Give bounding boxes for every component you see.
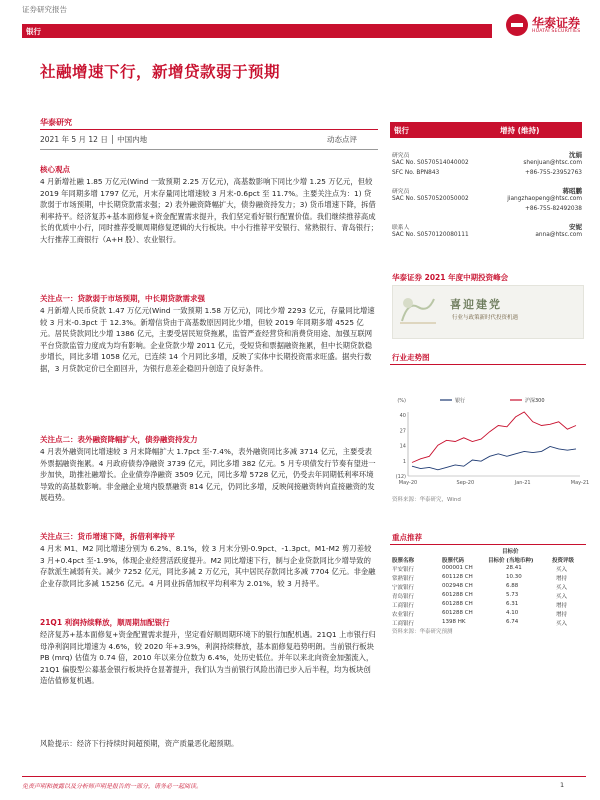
analyst-sac: SAC No. S0570520050002 bbox=[392, 196, 469, 202]
org-name: 华泰研究 bbox=[40, 118, 72, 127]
logo-en: HUATAI SECURITIES bbox=[532, 29, 581, 34]
risk-note: 风险提示：经济下行持续时间超预期，资产质量恶化超预期。 bbox=[40, 739, 239, 748]
y-tick-label: 40 bbox=[399, 413, 406, 420]
report-meta: 2021 年 5 月 12 日 │ 中国内地 bbox=[40, 135, 148, 144]
analyst-name: 蒋昭鹏 bbox=[562, 187, 582, 195]
col-header: 目标价 (当地币种) bbox=[488, 558, 534, 564]
doc-type: 动态点评 bbox=[327, 135, 357, 144]
x-tick-label: Sep-20 bbox=[456, 480, 475, 486]
col-header: 投资评级 bbox=[552, 558, 575, 564]
point4-heading: 21Q1 利润持续释放，顺周期加配银行 bbox=[40, 618, 170, 627]
table-cell: 002948 CH bbox=[442, 583, 473, 589]
picks-divider bbox=[390, 544, 586, 545]
y-tick-label: 27 bbox=[399, 428, 406, 435]
point4-paragraph: 经济复苏+基本面修复+资金配置需求提升，坚定看好顺周期环境下的银行加配机遇。21Q1 上市银行归母净利润同比增速为 4.6%，较 2020 年+3.9%，利润持续释放，基本面修复趋势明朗。当前银行板块 PB (mrq) 估值为 0.74 倍，2010 年以来分位数为 6.4%，处历史低位。并年以来北向资金加强流入，21Q1 偏股型公募基金银行板块持仓显著提升，我们认为当前银行风险出清已步入后半程，均为板块创造估值修复机遇。 bbox=[40, 630, 376, 685]
table-cell: 农业银行 bbox=[392, 612, 415, 618]
analyst-name: 沈娟 bbox=[569, 151, 582, 159]
table-cell: 601288 CH bbox=[442, 601, 473, 607]
col-header-top: 目标价 bbox=[502, 549, 519, 555]
x-tick-label: May-20 bbox=[398, 480, 418, 486]
analyst-role: 联系人 bbox=[392, 225, 410, 231]
chart-section-title: 行业走势图 bbox=[392, 353, 430, 362]
table-cell: 000001 CH bbox=[442, 565, 473, 571]
analyst-phone: +86-755-23952763 bbox=[525, 170, 582, 176]
point3-heading: 关注点三：货币增速下降，拆借利率持平 bbox=[40, 532, 175, 541]
table-cell: 宁波银行 bbox=[392, 585, 415, 591]
sector-bar bbox=[22, 24, 492, 38]
series-line-0 bbox=[412, 447, 576, 470]
banner-small-text: 行业与政策新时代投资机遇 bbox=[452, 315, 519, 321]
table-cell: 工商银行 bbox=[392, 621, 415, 627]
table-row bbox=[390, 574, 586, 583]
table-cell: 1398 HK bbox=[442, 619, 466, 625]
y-tick-label: 1 bbox=[402, 458, 406, 465]
logo-cn: 华泰证券 bbox=[532, 16, 581, 30]
table-cell: 5.73 bbox=[506, 592, 519, 598]
table-cell: 增持 bbox=[556, 612, 568, 618]
x-tick-label: Jan-21 bbox=[514, 480, 531, 486]
point2-heading: 关注点二：表外融资降幅扩大，债券融资持发力 bbox=[40, 435, 198, 444]
col-header: 股票名称 bbox=[392, 558, 415, 564]
table-cell: 买入 bbox=[556, 567, 568, 573]
y-tick-label: 14 bbox=[399, 443, 406, 450]
report-title: 社融增速下行，新增贷款弱于预期 bbox=[40, 63, 281, 81]
table-cell: 买入 bbox=[556, 594, 568, 600]
table-cell: 601288 CH bbox=[442, 592, 473, 598]
x-tick-label: May-21 bbox=[570, 480, 590, 486]
sector-tag: 银行 bbox=[26, 27, 41, 36]
legend-label: 沪深300 bbox=[525, 398, 545, 404]
col-header: 股票代码 bbox=[442, 558, 465, 564]
rating-bar bbox=[390, 122, 582, 138]
table-cell: 青岛银行 bbox=[392, 594, 415, 600]
analyst-sfc: SFC No. BPN843 bbox=[392, 170, 440, 176]
chart-source: 资料来源：华泰研究，Wind bbox=[392, 497, 461, 503]
y-tick-label: (12) bbox=[395, 474, 406, 480]
table-cell: 工商银行 bbox=[392, 603, 415, 609]
point1-paragraph: 4 月新增人民币贷款 1.47 万亿元(Wind 一致预期 1.58 万亿元)，同比少增 2293 亿元，存量同比增速较 3 月末-0.3pct 于 12.3%。新增信贷由于高基数原因同比少增，但较 2019 年同期多增 4525 亿元。居民贷款同比少增 1386 亿元，主要受居民短贷拖累，监管严查经营贷和消费贷用途、加强互联网平台贷款监管力度成为均有影响。企业贷款少增 2011 亿元，受短贷和票据融资拖累，但中长期贷款稳步增长，同比多增 1058 亿元，已连续 14 个月同比多增，反映了实体中长期投资需求旺盛。据央行数据，3 月贷款定价已全面回升，为银行息差企稳回升创造了良好条件。 bbox=[40, 306, 375, 373]
table-cell: 常熟银行 bbox=[392, 576, 415, 582]
table-cell: 买入 bbox=[556, 621, 568, 627]
analyst-role: 研究员 bbox=[392, 153, 410, 159]
analyst-phone: +86-755-82492038 bbox=[525, 206, 582, 212]
table-cell: 28.41 bbox=[506, 565, 522, 571]
analyst-email[interactable]: shenjuan@htsc.com bbox=[523, 160, 582, 166]
table-cell: 4.10 bbox=[506, 610, 519, 616]
picks-source: 资料来源：华泰研究预测 bbox=[392, 629, 453, 635]
table-cell: 增持 bbox=[556, 603, 568, 609]
analyst-card bbox=[392, 186, 582, 216]
analyst-card bbox=[392, 150, 582, 180]
rating-value: 增持 (维持) bbox=[500, 126, 540, 135]
chart-divider bbox=[390, 364, 586, 365]
table-row bbox=[390, 583, 586, 592]
legend-label: 银行 bbox=[455, 398, 466, 404]
picks-table bbox=[390, 547, 586, 628]
huatai-logo-icon bbox=[506, 14, 528, 36]
point2-paragraph: 4 月表外融资同比增速较 3 月末降幅扩大 1.7pct 至-7.4%，表外融资同比多减 3714 亿元，主要受表外票据融资拖累。4 月政府债券净融资 3739 亿元，同比多增 382 亿元。5 月专项债发行节奏有望进一步加快，助推社融增长。企业债券净融资 3509 亿元，同比多增 5728 亿元，仍受去年同期低利率环境导致的高基数影响。非金融企业境内股票融资 814 亿元，仍同比多增，反映间接融资转向直接融资的发展趋势。 bbox=[40, 447, 376, 502]
analyst-email[interactable]: anna@htsc.com bbox=[535, 232, 582, 238]
table-cell: 6.74 bbox=[506, 619, 519, 625]
analyst-name: 安妮 bbox=[569, 223, 582, 231]
core-paragraph: 4 月新增社融 1.85 万亿元(Wind 一致预期 2.25 万亿元)，高基数影响下同比少增 1.25 万亿元，但较 2019 年同期多增 1797 亿元，月末存量同比增速较 3 月末-0.6pct 至 11.7%。主要关注点为：1) 贷款弱于市场预期，中长期贷款需求强；2) 表外融资降幅扩大，债券融资持发力；3) 货币增速下降，拆借利率持平。经济复苏+基本面修复+资金配置需求提升，我们坚定看好银行配置价值。我们继续推荐高成长的优质中小行，同时推荐受顺周期修复逻辑的大行板块。中小行推荐平安银行、常熟银行、青岛银行；大行推荐工商银行（A+H 股）、农业银行。 bbox=[40, 177, 378, 244]
footer-disclaimer: 免责声明和披露以及分析师声明是报告的一部分，请务必一起阅读。 bbox=[22, 783, 203, 790]
footer-divider bbox=[22, 776, 586, 777]
y-tick-label: (%) bbox=[397, 398, 406, 404]
table-cell: 6.88 bbox=[506, 583, 519, 589]
point3-paragraph: 4 月末 M1、M2 同比增速分别为 6.2%、8.1%，较 3 月末分别-0.9pct、-1.3pct。M1-M2 剪刀差较 3 月+0.4pct 至-1.9%，体现企业经营活跃度提升。M2 同比增速下行，制与企业贷款同比少增导致的存款派生减弱有关。减少 7252 亿元，同比多减 2 万亿元，其中居民存款同比多减 7704 亿元。非金融企业存款同比多减 15256 亿元。4 月同业拆借加权平均利率为 2.01%，较 3 月持平。 bbox=[40, 544, 376, 588]
table-cell: 601288 CH bbox=[442, 610, 473, 616]
report-type: 证券研究报告 bbox=[22, 5, 67, 14]
analyst-role: 研究员 bbox=[392, 189, 410, 195]
point1-heading: 关注点一：贷款弱于市场预期，中长期贷款需求强 bbox=[40, 294, 205, 303]
table-cell: 10.30 bbox=[506, 574, 522, 580]
table-row bbox=[390, 565, 586, 574]
analyst-card bbox=[392, 222, 582, 242]
table-row bbox=[390, 601, 586, 610]
table-row bbox=[390, 610, 586, 619]
banner-decoration-icon bbox=[398, 293, 438, 327]
conference-title: 华泰证券 2021 年度中期投资峰会 bbox=[392, 273, 509, 282]
title-divider bbox=[40, 129, 378, 130]
table-row bbox=[390, 592, 586, 601]
picks-section-title: 重点推荐 bbox=[392, 533, 422, 542]
rating-sector: 银行 bbox=[394, 126, 409, 135]
industry-trend-chart bbox=[390, 394, 590, 492]
analyst-sac: SAC No. S0570514040002 bbox=[392, 160, 469, 166]
table-cell: 6.31 bbox=[506, 601, 519, 607]
table-cell: 增持 bbox=[556, 576, 568, 582]
core-heading: 核心观点 bbox=[40, 165, 70, 174]
huatai-logo bbox=[506, 14, 586, 38]
meta-divider bbox=[40, 149, 378, 150]
table-cell: 平安银行 bbox=[392, 567, 415, 573]
table-cell: 买入 bbox=[556, 585, 568, 591]
analyst-sac: SAC No. S0570120080111 bbox=[392, 232, 469, 238]
table-cell: 601128 CH bbox=[442, 574, 473, 580]
banner-big-text: 喜迎建党 bbox=[450, 298, 502, 311]
page-number: 1 bbox=[560, 781, 565, 789]
analyst-email[interactable]: jiangzhaopeng@htsc.com bbox=[507, 196, 582, 202]
